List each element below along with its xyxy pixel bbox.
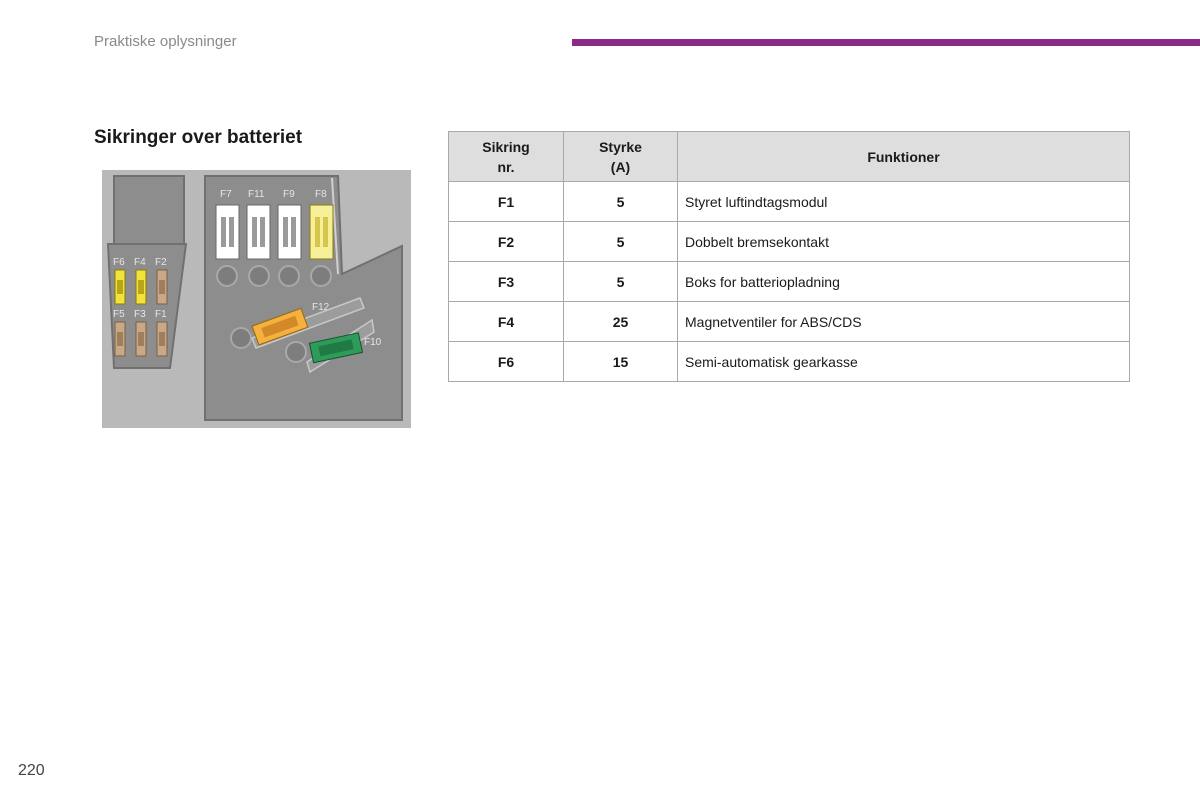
table-header-row [449,132,1130,182]
fuse-f11 [247,205,270,259]
function-cell: Magnetventiler for ABS/CDS [678,302,1130,342]
amps-cell: 5 [564,262,678,302]
fuse-f8 [310,205,333,259]
label-f5: F5 [113,309,125,320]
amps-cell: 15 [564,342,678,382]
fuse-cell: F6 [449,342,564,382]
table-row [449,302,1130,342]
fuse-f9 [278,205,301,259]
fuse-cell: F3 [449,262,564,302]
fuse-cell: F1 [449,182,564,222]
fuse-table [448,131,1130,382]
label-f10: F10 [364,337,382,348]
header-amperage: Styrke (A) [564,132,678,182]
header-fuse-number: Sikring nr. [449,132,564,182]
amps-cell: 5 [564,222,678,262]
section-title: Sikringer over batteriet [94,127,303,148]
fuse-cell: F2 [449,222,564,262]
fuse-box-diagram [102,170,411,428]
amps-cell: 25 [564,302,678,342]
function-cell: Semi-automatisk gearkasse [678,342,1130,382]
fuse-f2 [157,270,167,304]
table-row [449,182,1130,222]
amps-cell: 5 [564,182,678,222]
function-cell: Dobbelt bremsekontakt [678,222,1130,262]
label-f2: F2 [155,257,167,268]
label-f12: F12 [312,302,330,313]
header-functions: Funktioner [678,132,1130,182]
label-f9: F9 [283,189,295,200]
label-f11: F11 [248,189,265,200]
page-number: 220 [18,762,45,779]
function-cell: Styret luftindtagsmodul [678,182,1130,222]
fuse-f5 [115,322,125,356]
label-f4: F4 [134,257,146,268]
left-top-block [114,176,184,244]
fuse-cell: F4 [449,302,564,342]
label-f6: F6 [113,257,125,268]
label-f7: F7 [220,189,232,200]
fuse-f3 [136,322,146,356]
table-row [449,262,1130,302]
label-f3: F3 [134,309,146,320]
fuse-f1 [157,322,167,356]
function-cell: Boks for batteriopladning [678,262,1130,302]
label-f8: F8 [315,189,327,200]
fuse-f4 [136,270,146,304]
header-accent-bar [572,39,1200,46]
fuse-f6 [115,270,125,304]
label-f1: F1 [155,309,167,320]
running-header: Praktiske oplysninger [94,33,237,50]
table-row [449,342,1130,382]
table-row [449,222,1130,262]
fuse-f7 [216,205,239,259]
